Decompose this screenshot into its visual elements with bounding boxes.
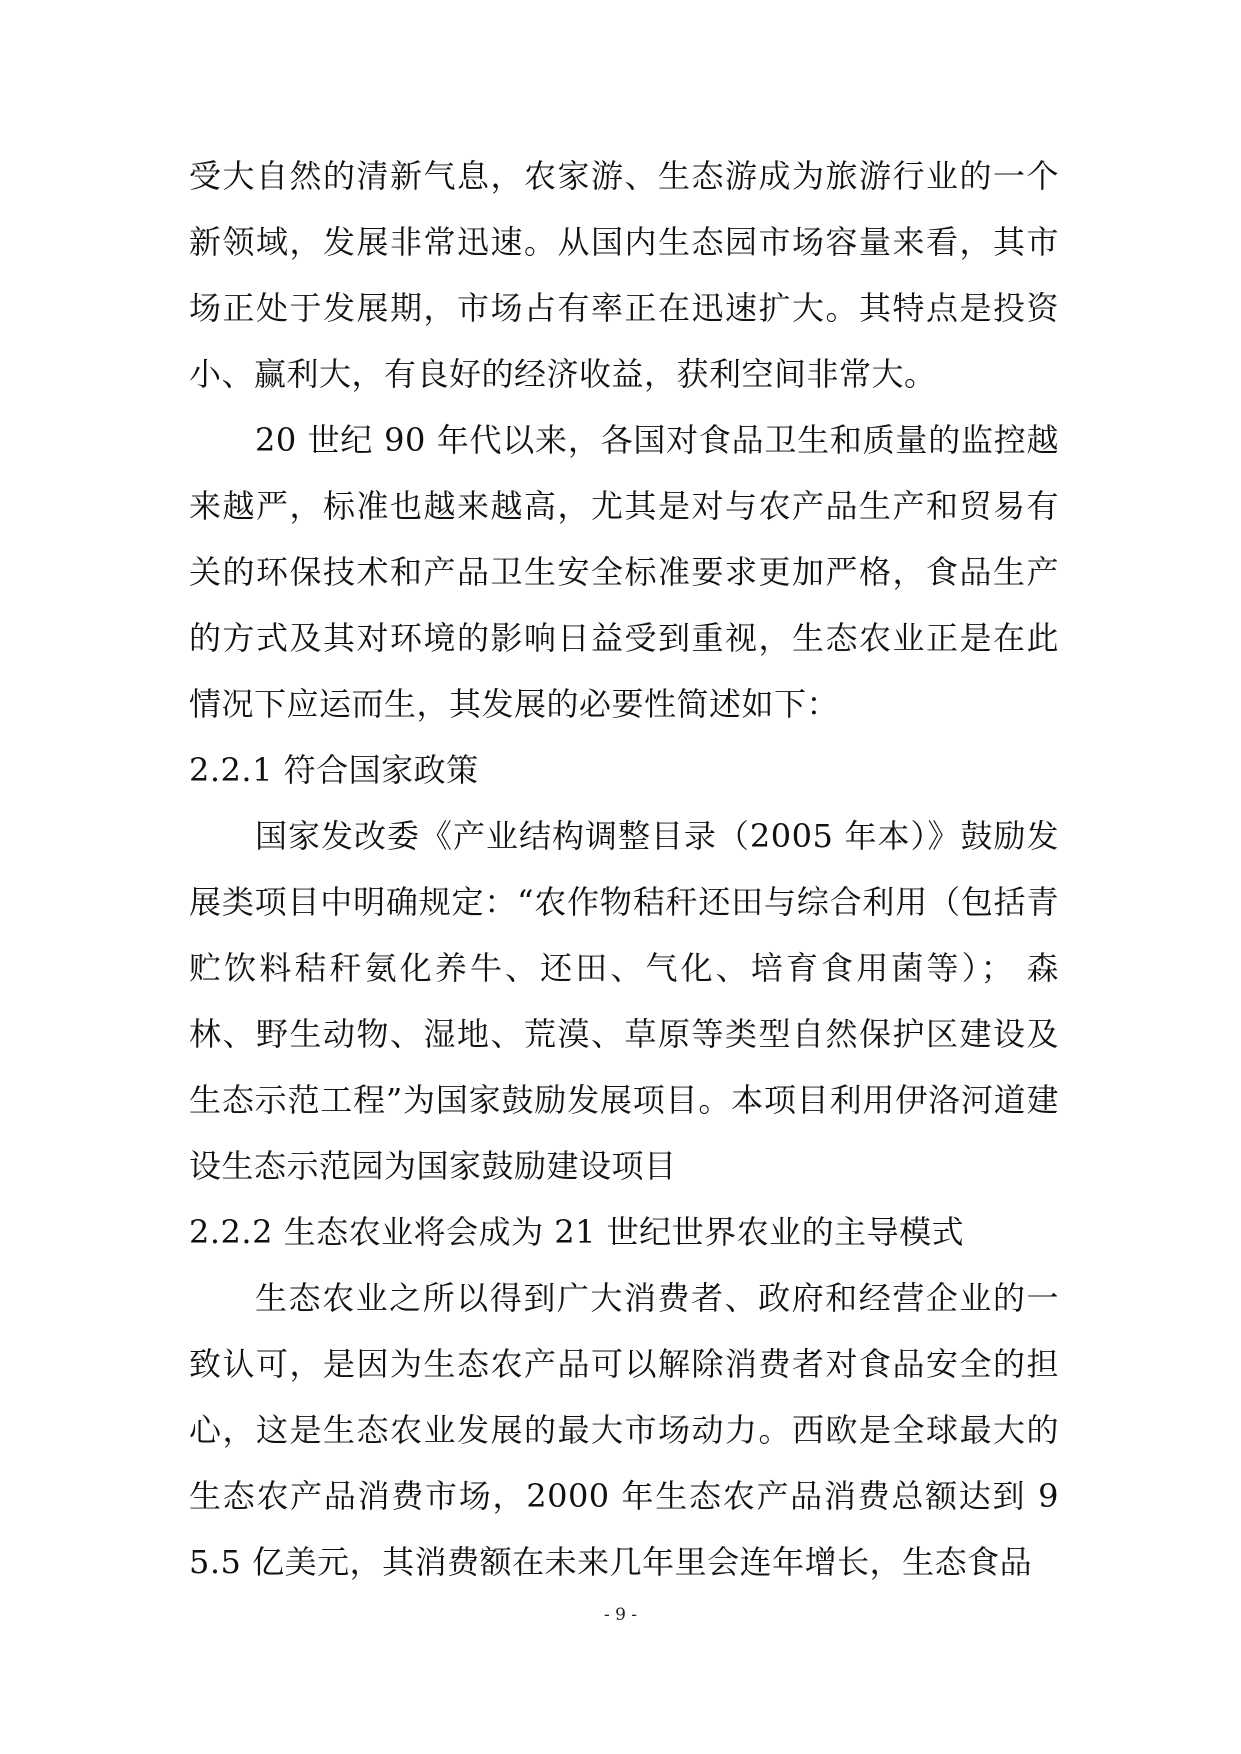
document-body: [189, 143, 1059, 1595]
section-heading-2-2-2: 2.2.2 生态农业将会成为 21 世纪世界农业的主导模式: [189, 1213, 965, 1251]
section-heading-2-2-1: 2.2.1 符合国家政策: [189, 751, 479, 789]
paragraph-continuation: 受大自然的清新气息，农家游、生态游成为旅游行业的一个新领域，发展非常迅速。从国内生态园市场容量来看，其市场正处于发展期，市场占有率正在迅速扩大。其特点是投资小、赢利大，有良好的经济收益，获利空间非常大。: [189, 157, 1059, 393]
page-number: - 9 -: [603, 1605, 638, 1625]
paragraph-necessity-intro: 20 世纪 90 年代以来，各国对食品卫生和质量的监控越来越严，标准也越来越高，尤其是对与农产品生产和贸易有关的环保技术和产品卫生安全标准要求更加严格，食品生产的方式及其对环境的影响日益受到重视，生态农业正是在此情况下应运而生，其发展的必要性简述如下：: [189, 421, 1059, 723]
paragraph-national-policy: 国家发改委《产业结构调整目录（2005 年本）》鼓励发展类项目中明确规定：“农作物秸秆还田与综合利用（包括青贮饮料秸秆氨化养牛、还田、气化、培育食用菌等）； 森林、野生动物、湿地、荒漠、草原等类型自然保护区建设及生态示范工程”为国家鼓励发展项目。本项目利用伊洛河道建设生态示范园为国家鼓励建设项目: [189, 817, 1059, 1185]
paragraph-ecological-agriculture: 生态农业之所以得到广大消费者、政府和经营企业的一致认可，是因为生态农产品可以解除消费者对食品安全的担心，这是生态农业发展的最大市场动力。西欧是全球最大的生态农产品消费市场，2000 年生态农产品消费总额达到 95.5 亿美元，其消费额在未来几年里会连年增长，生态食品: [189, 1279, 1059, 1581]
